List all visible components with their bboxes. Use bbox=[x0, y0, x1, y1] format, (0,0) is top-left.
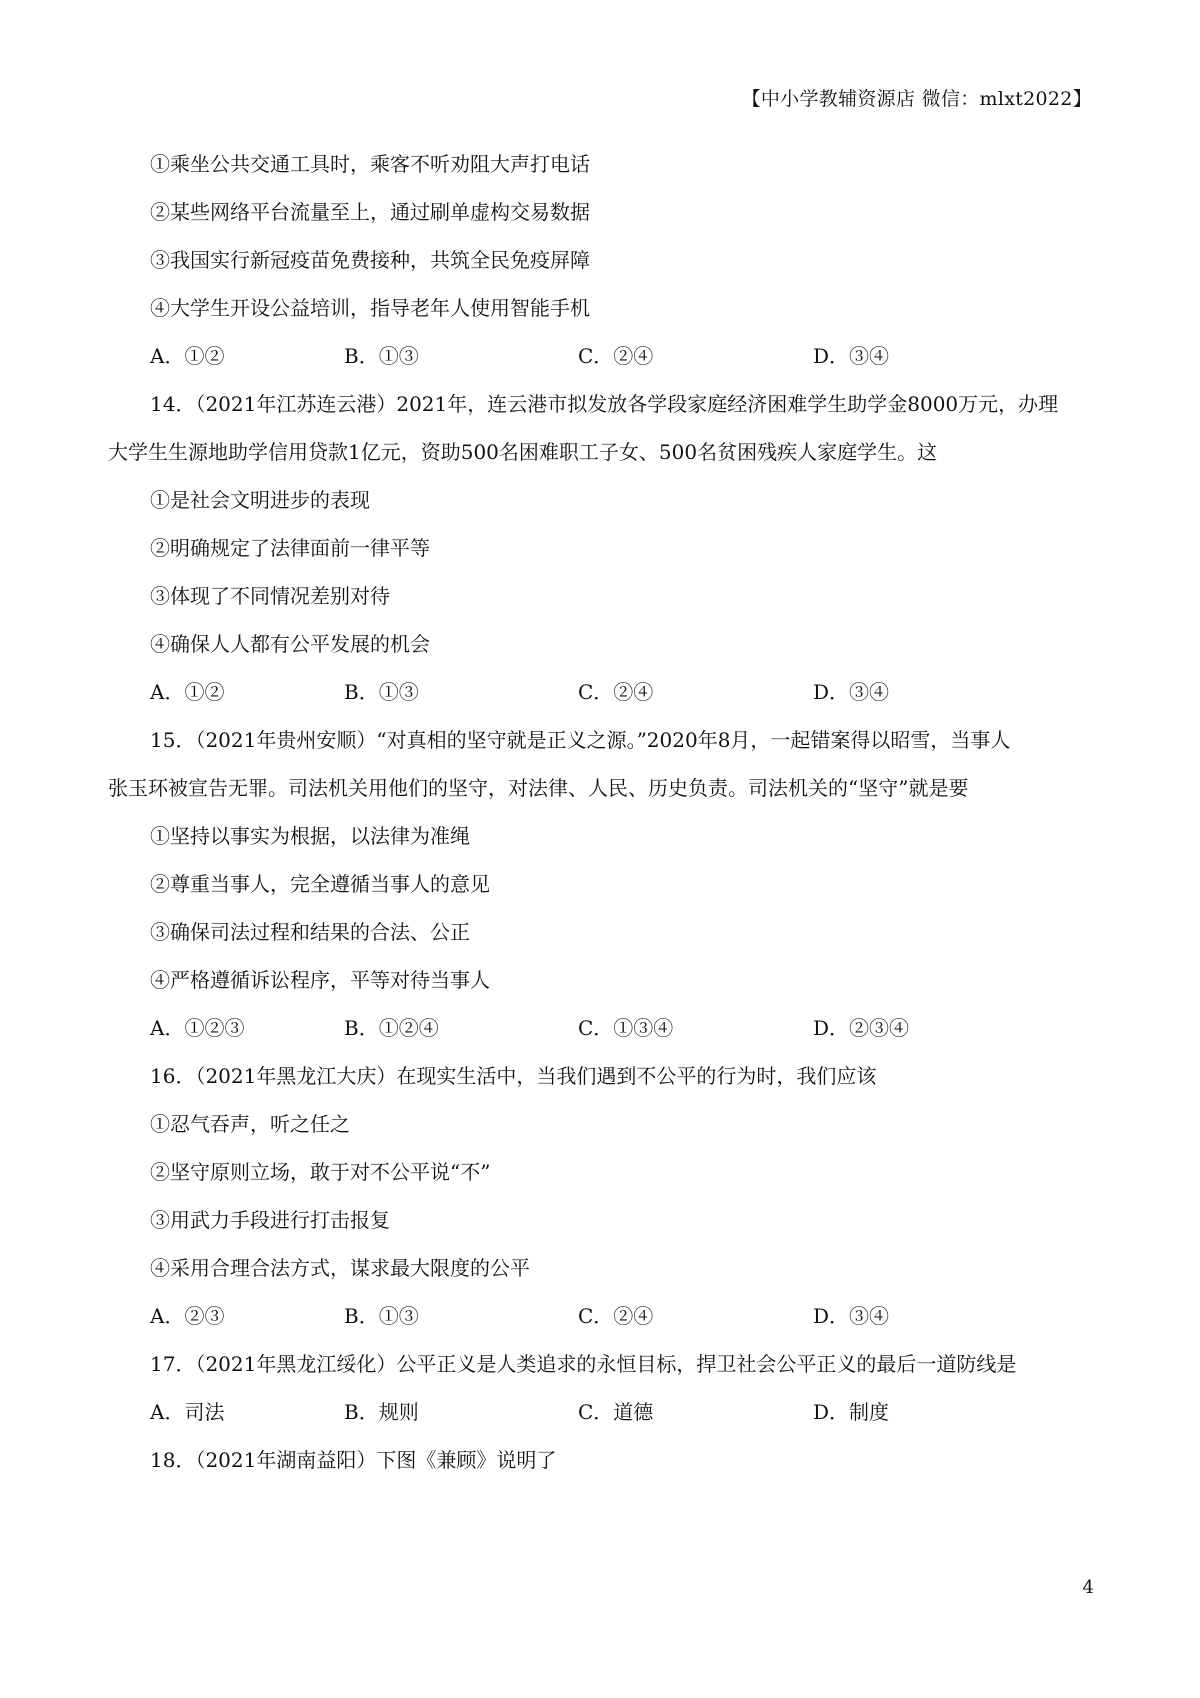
q13-option-a: A．①② bbox=[150, 344, 225, 368]
q17-option-b: B．规则 bbox=[344, 1400, 419, 1424]
q16-option-c: C．②④ bbox=[578, 1304, 654, 1328]
q15-item-4: ④严格遵循诉讼程序，平等对待当事人 bbox=[150, 968, 490, 992]
q15-option-b: B．①②④ bbox=[344, 1016, 439, 1040]
q14-item-3: ③体现了不同情况差别对待 bbox=[150, 584, 390, 608]
q15-options bbox=[108, 1012, 1098, 1060]
q15-stem-line-1: 15．（2021年贵州安顺）“对真相的坚守就是正义之源。”2020年8月，一起错案得以昭雪，当事人 bbox=[150, 728, 1011, 752]
q16-stem-line-1: 16．（2021年黑龙江大庆）在现实生活中，当我们遇到不公平的行为时，我们应该 bbox=[150, 1064, 877, 1088]
q16-item-2: ②坚守原则立场，敢于对不公平说“不” bbox=[150, 1160, 491, 1184]
q14-options bbox=[108, 676, 1098, 724]
q16-option-b: B．①③ bbox=[344, 1304, 419, 1328]
q16-item-4: ④采用合理合法方式，谋求最大限度的公平 bbox=[150, 1256, 530, 1280]
q15-item-3: ③确保司法过程和结果的合法、公正 bbox=[150, 920, 470, 944]
q15-option-d: D．②③④ bbox=[813, 1016, 910, 1040]
q15-item-1: ①坚持以事实为根据，以法律为准绳 bbox=[150, 824, 470, 848]
page-number: 4 bbox=[1082, 1577, 1094, 1598]
q17-option-a: A．司法 bbox=[150, 1400, 225, 1424]
q17-stem-line-1: 17．（2021年黑龙江绥化）公平正义是人类追求的永恒目标，捍卫社会公平正义的最后一道防线是 bbox=[150, 1352, 1017, 1376]
q16-item-3: ③用武力手段进行打击报复 bbox=[150, 1208, 390, 1232]
q15-stem-line-2: 张玉环被宣告无罪。司法机关用他们的坚守，对法律、人民、历史负责。司法机关的“坚守”就是要 bbox=[108, 776, 969, 800]
q14-option-d: D．③④ bbox=[813, 680, 890, 704]
q13-option-d: D．③④ bbox=[813, 344, 890, 368]
q14-stem-line-1: 14．（2021年江苏连云港）2021年，连云港市拟发放各学段家庭经济困难学生助学金8000万元，办理 bbox=[150, 392, 1059, 416]
q15-option-c: C．①③④ bbox=[578, 1016, 674, 1040]
q14-option-c: C．②④ bbox=[578, 680, 654, 704]
q14-stem-line-2: 大学生生源地助学信用贷款1亿元，资助500名困难职工子女、500名贫困残疾人家庭学生。这 bbox=[108, 440, 938, 464]
q14-option-a: A．①② bbox=[150, 680, 225, 704]
q13-options bbox=[108, 340, 1098, 388]
q13-item-4: ④大学生开设公益培训，指导老年人使用智能手机 bbox=[150, 296, 590, 320]
q14-item-1: ①是社会文明进步的表现 bbox=[150, 488, 370, 512]
q13-option-b: B．①③ bbox=[344, 344, 419, 368]
q15-option-a: A．①②③ bbox=[150, 1016, 245, 1040]
q16-options bbox=[108, 1300, 1098, 1348]
q16-option-a: A．②③ bbox=[150, 1304, 225, 1328]
page-header: 【中小学教辅资源店 微信：mlxt2022】 bbox=[741, 88, 1092, 110]
question-content bbox=[108, 148, 1098, 1492]
q14-item-2: ②明确规定了法律面前一律平等 bbox=[150, 536, 430, 560]
q17-option-d: D．制度 bbox=[813, 1400, 890, 1424]
q13-item-3: ③我国实行新冠疫苗免费接种，共筑全民免疫屏障 bbox=[150, 248, 590, 272]
q16-item-1: ①忍气吞声，听之任之 bbox=[150, 1112, 350, 1136]
q15-item-2: ②尊重当事人，完全遵循当事人的意见 bbox=[150, 872, 490, 896]
q17-options bbox=[108, 1396, 1098, 1444]
q18-stem-line-1: 18．（2021年湖南益阳）下图《兼顾》说明了 bbox=[150, 1448, 557, 1472]
q13-item-2: ②某些网络平台流量至上，通过刷单虚构交易数据 bbox=[150, 200, 590, 224]
q13-item-1: ①乘坐公共交通工具时，乘客不听劝阻大声打电话 bbox=[150, 152, 590, 176]
q14-option-b: B．①③ bbox=[344, 680, 419, 704]
q16-option-d: D．③④ bbox=[813, 1304, 890, 1328]
q17-option-c: C．道德 bbox=[578, 1400, 654, 1424]
q14-item-4: ④确保人人都有公平发展的机会 bbox=[150, 632, 430, 656]
q13-option-c: C．②④ bbox=[578, 344, 654, 368]
